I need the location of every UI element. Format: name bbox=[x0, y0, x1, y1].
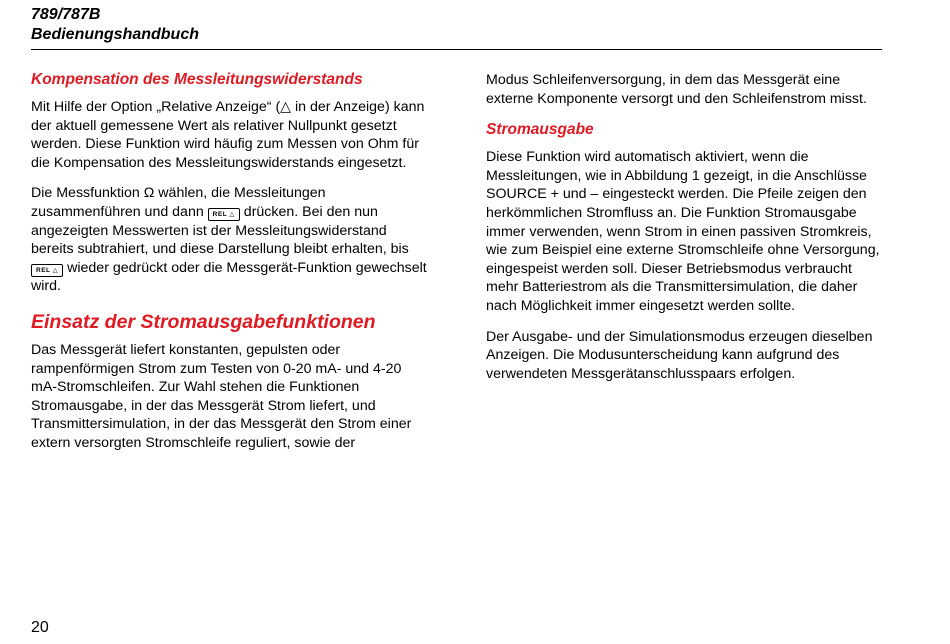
page-header bbox=[31, 5, 199, 45]
page-number: 20 bbox=[31, 619, 49, 636]
left-column bbox=[31, 70, 431, 465]
rel-key-icon: REL △ bbox=[31, 264, 63, 277]
text-segment: drücken. Bei den nun angezeigten Messwerten ist der Messleitungswiderstand bereits subtrahiert, und diese Darstellung bleibt erhalten, bis bbox=[31, 203, 409, 258]
paragraph-ohm-procedure bbox=[31, 184, 431, 296]
paragraph-stromausgabe: Diese Funktion wird automatisch aktiviert, wenn die Messleitungen, wie in Abbildung 1 gezeigt, in die Anschlüsse SOURCE + und – eingesteckt werden. Die Pfeile zeigen den herkömmlichen Stromfluss an. Die Funktion Stromausgabe immer verwenden, wenn Strom in einen passiven Stromkreis, wie zum Beispiel eine externe Stromschleife ohne Versorgung, eingespeist werden soll. Dieser Betriebsmodus verbraucht mehr Batteriestrom als die Transmittersimulation, die daher nach Möglichkeit immer eingesetzt werden sollte. bbox=[486, 149, 880, 314]
section-heading-stromausgabe: Stromausgabe bbox=[486, 121, 594, 139]
paragraph-current-output-intro: Das Messgerät liefert konstanten, gepulsten oder rampenförmigen Strom zum Testen von 0-20 mA- und 4-20 mA-Stromschleifen. Zur Wahl stehen die Funktionen Stromausgabe, in der das Messgerät Strom liefert, und Transmittersimulation, in der das Messgerät den Strom einer extern versorgten Stromschleife reguliert, sowie der bbox=[31, 341, 412, 451]
model-title: 789/787B bbox=[31, 6, 101, 23]
paragraph-loop-power: Modus Schleifenversorgung, in dem das Messgerät eine externe Komponente versorgt und den Schleifenstrom misst. bbox=[486, 72, 867, 107]
rel-key-icon: REL △ bbox=[208, 208, 240, 221]
text-segment: wieder gedrückt oder die Messgerät-Funktion gewechselt wird. bbox=[31, 259, 427, 295]
section-heading-lead-compensation: Kompensation des Messleitungswiderstands bbox=[31, 71, 363, 88]
text-segment: Die Messfunktion Ω wählen, die Messleitungen zusammenführen und dann bbox=[31, 185, 326, 220]
manual-title: Bedienungshandbuch bbox=[31, 26, 199, 43]
right-column bbox=[486, 71, 886, 395]
paragraph-relative-display: Mit Hilfe der Option „Relative Anzeige“ (△ in der Anzeige) kann der aktuell gemessene Wert als relativer Nullpunkt gesetzt werden. Diese Funktion wird häufig zum Messen von Ohm für die Kompensation des Messleitungswiderstands eingesetzt. bbox=[31, 99, 425, 171]
paragraph-mode-distinction: Der Ausgabe- und der Simulationsmodus erzeugen dieselben Anzeigen. Die Modusunterscheidung kann aufgrund des verwendeten Messgerätanschlusspaars erfolgen. bbox=[486, 328, 873, 382]
chapter-heading-current-output: Einsatz der Stromausgabefunktionen bbox=[31, 310, 376, 333]
header-rule bbox=[31, 49, 882, 50]
